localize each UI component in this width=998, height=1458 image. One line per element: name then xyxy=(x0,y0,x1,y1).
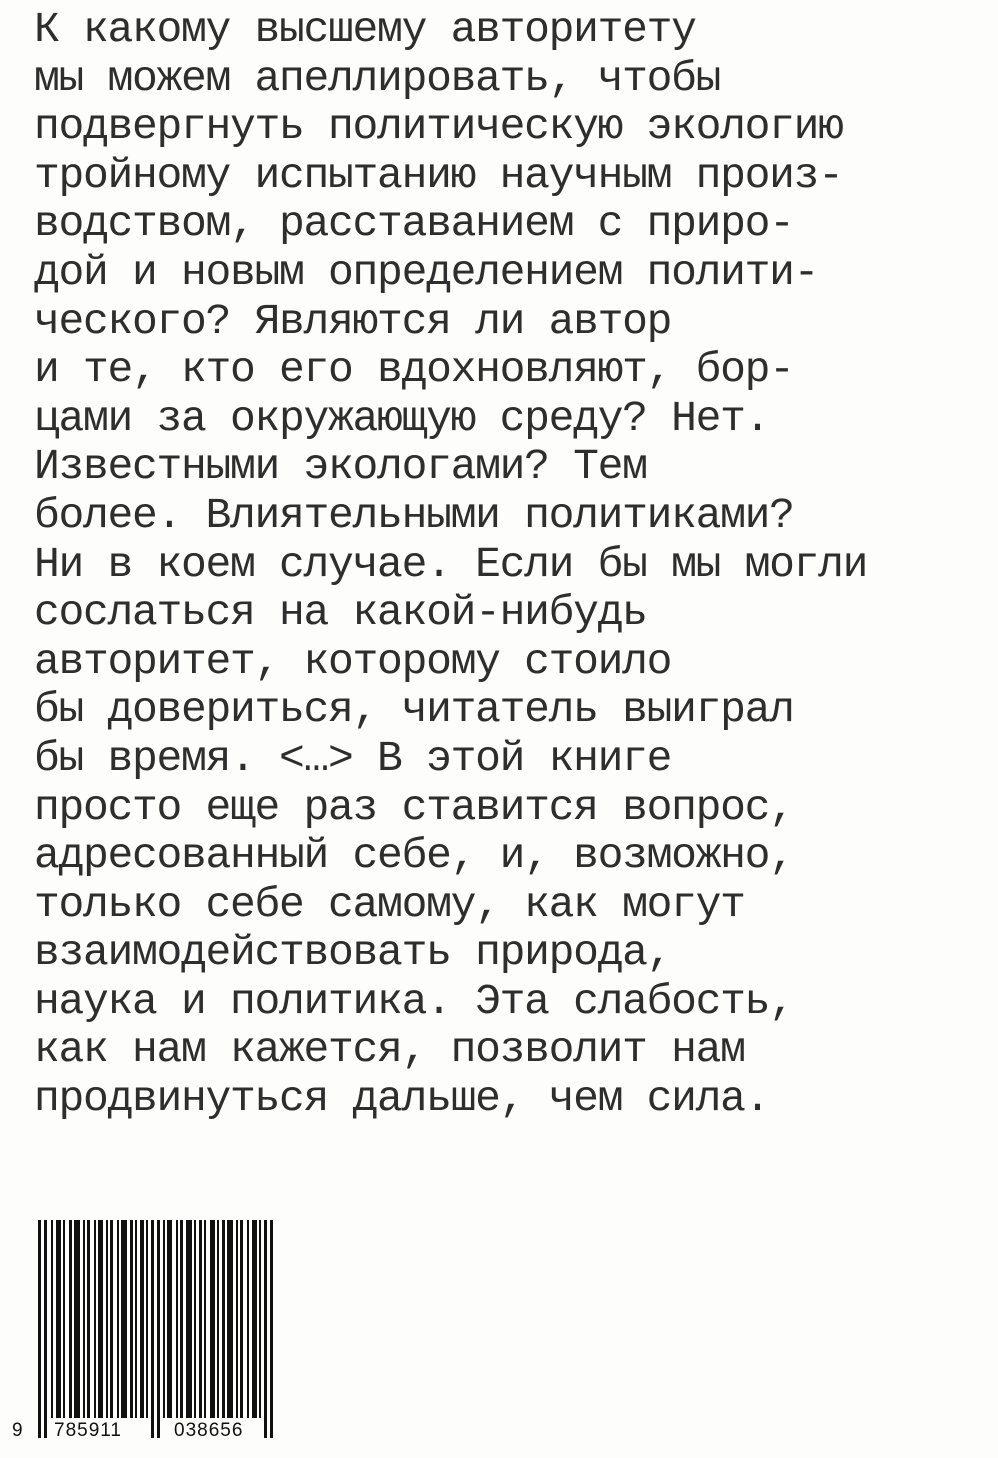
barcode-bar xyxy=(56,1220,61,1418)
barcode-bar xyxy=(110,1220,113,1418)
blurb-line: Ни в коем случае. Если бы мы могли xyxy=(34,539,868,589)
barcode-guard-bar xyxy=(38,1220,41,1438)
barcode-bar xyxy=(194,1220,196,1418)
blurb-line: наука и политика. Эта слабость, xyxy=(34,976,794,1026)
back-cover-blurb xyxy=(34,6,984,1124)
barcode-bar xyxy=(247,1220,249,1418)
barcode-bar xyxy=(199,1220,202,1418)
barcode-bar xyxy=(240,1220,243,1418)
barcode-bar xyxy=(51,1220,53,1418)
barcode-bars xyxy=(38,1220,308,1420)
blurb-line: бы время. <…> В этой книге xyxy=(34,733,672,783)
barcode-bar xyxy=(259,1220,261,1418)
barcode-bar xyxy=(140,1220,144,1418)
blurb-line: водством, расставанием с приро- xyxy=(34,199,794,249)
isbn-lead-digit: 9 xyxy=(12,1420,24,1441)
barcode-bar xyxy=(210,1220,215,1418)
barcode-bar xyxy=(106,1220,108,1418)
barcode-bar xyxy=(74,1220,80,1418)
barcode-bar xyxy=(69,1220,72,1418)
barcode-bar xyxy=(176,1220,178,1418)
barcode-bar xyxy=(163,1220,165,1418)
barcode-bar xyxy=(186,1220,192,1418)
blurb-line: адресованный себе, и, возможно, xyxy=(34,831,794,881)
blurb-line: Известными экологами? Тем xyxy=(34,442,647,492)
blurb-line: продвинуться дальше, чем сила. xyxy=(34,1074,770,1124)
barcode-guard-bar xyxy=(264,1220,267,1438)
barcode-bar xyxy=(252,1220,257,1418)
blurb-line: К какому высшему авторитету xyxy=(34,5,696,54)
blurb-line: мы можем апеллировать, чтобы xyxy=(34,53,721,103)
barcode-bar xyxy=(94,1220,96,1418)
barcode-guard-bar xyxy=(157,1220,160,1438)
barcode-guard-bar xyxy=(44,1220,47,1438)
isbn-left-group: 785911 xyxy=(54,1420,122,1441)
barcode-guard-bar xyxy=(270,1220,273,1438)
blurb-line: как нам кажется, позволит нам xyxy=(34,1025,745,1075)
isbn-barcode xyxy=(12,1220,312,1445)
barcode-bar xyxy=(217,1220,219,1418)
barcode-bar xyxy=(135,1220,137,1418)
barcode-bar xyxy=(236,1220,238,1418)
blurb-line: ческого? Являются ли автор xyxy=(34,296,672,346)
blurb-line: тройному испытанию научным произ- xyxy=(34,150,843,200)
barcode-bar xyxy=(167,1220,172,1418)
barcode-bar xyxy=(222,1220,225,1418)
blurb-line: взаимодействовать природа, xyxy=(34,928,672,978)
blurb-line: дой и новым определением полити- xyxy=(34,247,819,297)
blurb-line: авторитет, которому стоило xyxy=(34,636,672,686)
isbn-right-group: 038656 xyxy=(174,1420,244,1441)
barcode-bar xyxy=(204,1220,206,1418)
blurb-line: более. Влиятельными политиками? xyxy=(34,490,794,540)
blurb-line: сослаться на какой-нибудь xyxy=(34,588,647,638)
barcode-bar xyxy=(180,1220,183,1418)
blurb-line: бы довериться, читатель выиграл xyxy=(34,685,794,735)
blurb-line: подвергнуть политическую экологию xyxy=(34,102,843,152)
barcode-bar xyxy=(117,1220,119,1418)
barcode-guard-bar xyxy=(151,1220,154,1438)
barcode-bar xyxy=(227,1220,233,1418)
blurb-line: и те, кто его вдохновляют, бор- xyxy=(34,345,794,395)
blurb-line: просто еще раз ставится вопрос, xyxy=(34,782,794,832)
barcode-bar xyxy=(146,1220,148,1418)
barcode-bar xyxy=(87,1220,90,1418)
blurb-line: только себе самому, как могут xyxy=(34,879,745,929)
barcode-bar xyxy=(63,1220,65,1418)
blurb-line: цами за окружающую среду? Нет. xyxy=(34,393,770,443)
barcode-bar xyxy=(130,1220,133,1418)
barcode-bar xyxy=(121,1220,127,1418)
barcode-bar xyxy=(83,1220,85,1418)
barcode-bar xyxy=(98,1220,103,1418)
